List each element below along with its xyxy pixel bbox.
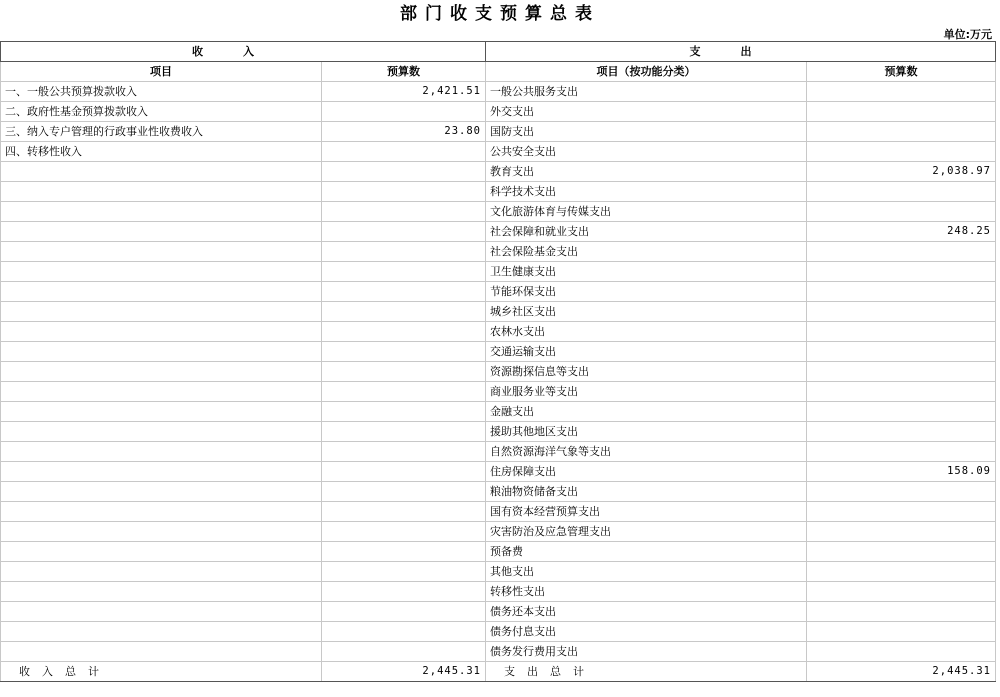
- income-budget-cell: [322, 422, 486, 442]
- expense-budget-cell: [807, 182, 996, 202]
- expense-item-cell: 自然资源海洋气象等支出: [486, 442, 807, 462]
- expense-section-header: 支出: [486, 42, 996, 62]
- income-budget-cell: [322, 502, 486, 522]
- income-budget-cell: [322, 262, 486, 282]
- income-budget-cell: [322, 142, 486, 162]
- table-row: [1, 102, 996, 122]
- expense-item-cell: 一般公共服务支出: [486, 82, 807, 102]
- table-row: [1, 142, 996, 162]
- expense-budget-header: 预算数: [807, 62, 996, 82]
- income-item-cell: 四、转移性收入: [1, 142, 322, 162]
- table-row: [1, 222, 996, 242]
- income-budget-cell: [322, 562, 486, 582]
- expense-budget-cell: [807, 122, 996, 142]
- page-title: 部门收支预算总表: [400, 4, 600, 24]
- income-budget-cell: [322, 542, 486, 562]
- table-row: [1, 402, 996, 422]
- expense-budget-cell: [807, 642, 996, 662]
- expense-budget-cell: [807, 322, 996, 342]
- expense-budget-cell: [807, 602, 996, 622]
- income-budget-cell: [322, 602, 486, 622]
- table-row: [1, 322, 996, 342]
- expense-item-cell: 城乡社区支出: [486, 302, 807, 322]
- income-item-cell: [1, 342, 322, 362]
- income-budget-cell: 23.80: [322, 122, 486, 142]
- income-budget-cell: [322, 642, 486, 662]
- income-budget-cell: [322, 182, 486, 202]
- expense-item-cell: 商业服务业等支出: [486, 382, 807, 402]
- expense-budget-cell: [807, 242, 996, 262]
- income-budget-cell: [322, 482, 486, 502]
- income-budget-cell: [322, 522, 486, 542]
- income-item-cell: [1, 442, 322, 462]
- income-item-cell: [1, 482, 322, 502]
- expense-budget-cell: [807, 502, 996, 522]
- table-row: [1, 202, 996, 222]
- income-budget-cell: [322, 462, 486, 482]
- income-budget-cell: [322, 242, 486, 262]
- expense-budget-cell: [807, 202, 996, 222]
- expense-item-header: 项目（按功能分类）: [486, 62, 807, 82]
- expense-item-cell: 农林水支出: [486, 322, 807, 342]
- expense-item-cell: 社会保障和就业支出: [486, 222, 807, 242]
- table-row: [1, 622, 996, 642]
- expense-budget-cell: [807, 362, 996, 382]
- income-item-cell: [1, 182, 322, 202]
- income-item-cell: [1, 302, 322, 322]
- income-item-cell: [1, 382, 322, 402]
- table-row: [1, 382, 996, 402]
- expense-budget-cell: [807, 482, 996, 502]
- income-item-cell: 一、一般公共预算拨款收入: [1, 82, 322, 102]
- expense-item-cell: 资源勘探信息等支出: [486, 362, 807, 382]
- expense-item-cell: 债务发行费用支出: [486, 642, 807, 662]
- table-row: [1, 582, 996, 602]
- expense-item-cell: 国防支出: [486, 122, 807, 142]
- expense-budget-cell: [807, 622, 996, 642]
- expense-item-cell: 其他支出: [486, 562, 807, 582]
- income-item-cell: [1, 502, 322, 522]
- table-row: [1, 82, 996, 102]
- expense-item-cell: 外交支出: [486, 102, 807, 122]
- income-budget-cell: [322, 382, 486, 402]
- income-item-cell: [1, 562, 322, 582]
- table-row: [1, 282, 996, 302]
- budget-table-body: [1, 42, 996, 682]
- expense-budget-cell: [807, 142, 996, 162]
- expense-item-cell: 交通运输支出: [486, 342, 807, 362]
- budget-table: [0, 41, 996, 682]
- income-budget-cell: [322, 102, 486, 122]
- expense-item-cell: 文化旅游体育与传媒支出: [486, 202, 807, 222]
- table-row: [1, 302, 996, 322]
- table-row: [1, 342, 996, 362]
- income-budget-cell: [322, 622, 486, 642]
- expense-budget-cell: [807, 422, 996, 442]
- income-item-cell: [1, 222, 322, 242]
- expense-item-cell: 债务付息支出: [486, 622, 807, 642]
- expense-total-value: 2,445.31: [807, 662, 996, 682]
- table-row: [1, 262, 996, 282]
- expense-budget-cell: [807, 582, 996, 602]
- table-row: [1, 642, 996, 662]
- table-row: [1, 562, 996, 582]
- totals-row: [1, 662, 996, 682]
- income-item-cell: [1, 522, 322, 542]
- expense-budget-cell: [807, 562, 996, 582]
- income-budget-cell: [322, 162, 486, 182]
- income-budget-cell: [322, 302, 486, 322]
- table-row: [1, 482, 996, 502]
- expense-item-cell: 金融支出: [486, 402, 807, 422]
- income-budget-cell: 2,421.51: [322, 82, 486, 102]
- income-budget-cell: [322, 402, 486, 422]
- expense-budget-cell: [807, 542, 996, 562]
- expense-budget-cell: [807, 102, 996, 122]
- expense-budget-cell: 2,038.97: [807, 162, 996, 182]
- income-item-cell: [1, 282, 322, 302]
- expense-budget-cell: [807, 382, 996, 402]
- expense-item-cell: 粮油物资储备支出: [486, 482, 807, 502]
- expense-item-cell: 债务还本支出: [486, 602, 807, 622]
- income-budget-cell: [322, 342, 486, 362]
- expense-budget-cell: [807, 282, 996, 302]
- income-item-cell: 二、政府性基金预算拨款收入: [1, 102, 322, 122]
- expense-item-cell: 节能环保支出: [486, 282, 807, 302]
- income-item-cell: [1, 202, 322, 222]
- table-row: [1, 162, 996, 182]
- income-item-cell: [1, 402, 322, 422]
- income-budget-cell: [322, 322, 486, 342]
- table-row: [1, 502, 996, 522]
- income-item-cell: [1, 642, 322, 662]
- income-item-header: 项目: [1, 62, 322, 82]
- income-item-cell: 三、纳入专户管理的行政事业性收费收入: [1, 122, 322, 142]
- table-row: [1, 422, 996, 442]
- income-item-cell: [1, 362, 322, 382]
- income-item-cell: [1, 582, 322, 602]
- unit-label: 单位:万元: [943, 28, 992, 41]
- income-budget-cell: [322, 362, 486, 382]
- expense-budget-cell: [807, 302, 996, 322]
- expense-budget-cell: [807, 342, 996, 362]
- expense-item-cell: 转移性支出: [486, 582, 807, 602]
- column-header-row: [1, 62, 996, 82]
- expense-item-cell: 社会保险基金支出: [486, 242, 807, 262]
- income-budget-header: 预算数: [322, 62, 486, 82]
- income-budget-cell: [322, 582, 486, 602]
- income-section-header: 收入: [1, 42, 486, 62]
- table-row: [1, 122, 996, 142]
- expense-item-cell: 预备费: [486, 542, 807, 562]
- expense-item-cell: 科学技术支出: [486, 182, 807, 202]
- income-item-cell: [1, 422, 322, 442]
- income-item-cell: [1, 242, 322, 262]
- expense-item-cell: 卫生健康支出: [486, 262, 807, 282]
- income-item-cell: [1, 542, 322, 562]
- expense-budget-cell: 248.25: [807, 222, 996, 242]
- income-budget-cell: [322, 282, 486, 302]
- expense-budget-cell: [807, 442, 996, 462]
- expense-total-label: 支出总计: [486, 662, 807, 682]
- expense-budget-cell: [807, 262, 996, 282]
- expense-item-cell: 教育支出: [486, 162, 807, 182]
- income-item-cell: [1, 462, 322, 482]
- expense-item-cell: 灾害防治及应急管理支出: [486, 522, 807, 542]
- expense-item-cell: 公共安全支出: [486, 142, 807, 162]
- expense-item-cell: 住房保障支出: [486, 462, 807, 482]
- table-row: [1, 242, 996, 262]
- table-row: [1, 442, 996, 462]
- income-budget-cell: [322, 442, 486, 462]
- income-total-label: 收入总计: [1, 662, 322, 682]
- table-row: [1, 542, 996, 562]
- income-item-cell: [1, 262, 322, 282]
- expense-item-cell: 国有资本经营预算支出: [486, 502, 807, 522]
- expense-budget-cell: [807, 82, 996, 102]
- income-budget-cell: [322, 222, 486, 242]
- table-row: [1, 182, 996, 202]
- table-row: [1, 462, 996, 482]
- expense-item-cell: 援助其他地区支出: [486, 422, 807, 442]
- section-header-row: [1, 42, 996, 62]
- income-item-cell: [1, 322, 322, 342]
- table-row: [1, 602, 996, 622]
- income-total-value: 2,445.31: [322, 662, 486, 682]
- expense-budget-cell: [807, 522, 996, 542]
- table-row: [1, 362, 996, 382]
- table-row: [1, 522, 996, 542]
- income-item-cell: [1, 622, 322, 642]
- income-item-cell: [1, 602, 322, 622]
- income-item-cell: [1, 162, 322, 182]
- expense-budget-cell: [807, 402, 996, 422]
- expense-budget-cell: 158.09: [807, 462, 996, 482]
- income-budget-cell: [322, 202, 486, 222]
